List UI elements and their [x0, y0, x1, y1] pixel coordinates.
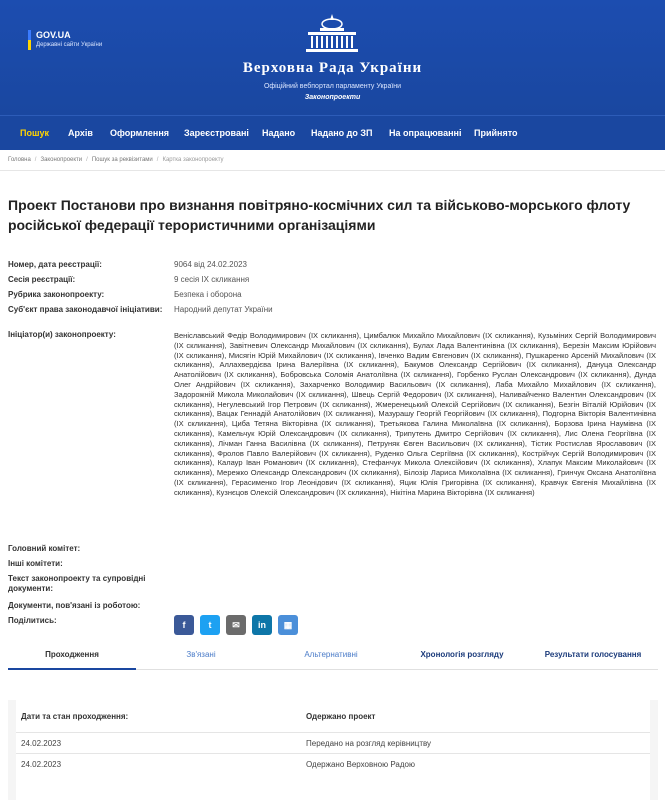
main-nav — [0, 115, 665, 150]
column-header-status: Одержано проект — [306, 712, 376, 721]
tab-progress[interactable]: Проходження — [8, 640, 136, 670]
field-label: Документи, пов'язані із роботою: — [8, 601, 141, 610]
site-title: Верховна Рада України — [242, 60, 423, 76]
mail-icon[interactable]: ✉ — [226, 615, 246, 635]
field-label: Текст законопроекту та супровідні документи: — [8, 574, 146, 593]
nav-archive[interactable]: Архів — [68, 128, 93, 138]
govua-brand: GOV.UA — [36, 30, 71, 40]
field-value: Безпека і оборона — [174, 290, 242, 299]
field-label: Ініціатор(и) законопроекту: — [8, 330, 116, 339]
initiators-list: Веніславський Федір Володимирович (IX скликання), Цимбалюк Михайло Михайлович (IX скликання), Кузьміних Сергій Володимирович (IX скликання), Завітневич Олександр Михайлович (IX скликання), Булах Лада Валентинівна (IX скликання), Березін Максим Юрійович (IX скликання), Мисягін Юрій Михайлович (IX скликання), Івченко Вадим Євгенович (IX скликання), Пушкаренко Арсеній Михайлович (IX скликання), Аллахвердієва Ірина Валеріївна (IX скликання), Бакумов Олександр Сергійович (IX скликання), Дануца Олександр Анатолійович (IX скликання), Бобровська Соломія Анатоліївна (IX скликання), Горбенко Руслан Олександрович (IX скликання), Дунда Олег Андрійович (IX скликання), Захарченко Володимир Васильович (IX скликання), Лаба Михайло Михайлович (IX скликання), Задорожній Микола Миколайович (IX скликання), Швець Сергій Федорович (IX скликання), Наливайченко Валентин Олександрович (IX скликання), Негулевський Ігор Петрович (IX скликання), Жмеренецький Олексій Сергійович (IX скликання), Безгін Віталій Юрійович (IX скликання), Вацак Геннадій Анатолійович (IX скликання), Мазурашу Георгій Георгійович (IX скликання), Подгорна Вікторія Валентинівна (IX скликання), Циба Тетяна Вікторівна (IX скликання), Третьякова Галина Миколаївна (IX скликання), Борзова Ірина Наумівна (IX скликання), Камельчук Юрій Олександрович (IX скликання), Трипутень Дмитро Сергійович (IX скликання), Лис Олена Георгіївна (IX скликання), Лічман Ганна Василівна (IX скликання), Петруняк Євген Васильович (IX скликання), Тістик Ростислав Ярославович (IX скликання), Фролов Павло Валерійович (IX скликання), Руденко Ольга Сергіївна (IX скликання), Кострійчук Сергій Володимирович (IX скликання), Калаур Іван Романович (IX скликання), Стефанчук Микола Олексійович (IX скликання), Хлапук Максим Миколайович (IX скликання), Мережко Олександр Олександрович (IX скликання), Білозір Лариса Миколаївна (IX скликання), Гринчук Оксана Анатоліївна (IX скликання), Герасименко Ігор Леонідович (IX скликання), Яцик Юлія Григорівна (IX скликання), Кравчук Євгенія Михайлівна (IX скликання), Кузнєцов Олексій Олександрович (IX скликання), Нікітіна Марина Вікторівна (IX скликання) — [174, 331, 656, 497]
nav-search[interactable]: Пошук — [20, 128, 49, 138]
site-subtitle: Офіційний вебпортал парламенту України — [263, 83, 402, 90]
linkedin-icon[interactable]: in — [252, 615, 272, 635]
divider — [0, 170, 665, 171]
site-header — [0, 0, 665, 115]
facebook-icon[interactable]: f — [174, 615, 194, 635]
page-title: Проект Постанови про визнання повітряно-космічних сил та військово-морського флоту російської федерації терористичними організаціями — [8, 197, 631, 233]
tab-chronology[interactable]: Хронологія розгляду — [420, 650, 504, 659]
site-section: Законопроекти — [304, 94, 361, 101]
field-label: Номер, дата реєстрації: — [8, 260, 102, 269]
tabs-bar — [8, 640, 658, 670]
nav-submitted-to-zp[interactable]: Надано до ЗП — [311, 128, 373, 138]
field-label: Поділитись: — [8, 616, 57, 625]
row-status: Одержано Верховною Радою — [306, 760, 415, 769]
row-date: 24.02.2023 — [21, 760, 62, 769]
field-label: Сесія реєстрації: — [8, 275, 76, 284]
field-label: Інші комітети: — [8, 559, 63, 568]
field-label: Суб'єкт права законодавчої ініціативи: — [8, 305, 163, 314]
row-status: Передано на розгляд керівництву — [306, 739, 432, 748]
progress-panel — [8, 700, 658, 800]
tab-alternative[interactable]: Альтернативні — [304, 650, 358, 659]
breadcrumb-bills[interactable]: Законопроекти — [40, 157, 83, 163]
breadcrumb: Головна / Законопроекти / Пошук за реквізитами / Картка законопроекту — [8, 157, 224, 163]
table-row — [16, 732, 650, 753]
nav-adopted[interactable]: Прийнято — [474, 128, 518, 138]
field-value: Народний депутат України — [174, 305, 273, 314]
breadcrumb-search[interactable]: Пошук за реквізитами — [91, 157, 153, 163]
breadcrumb-home[interactable]: Головна — [8, 157, 31, 163]
field-value: 9064 від 24.02.2023 — [174, 260, 247, 269]
tab-voting-results[interactable]: Результати голосування — [544, 650, 642, 659]
twitter-icon[interactable]: t — [200, 615, 220, 635]
nav-submitted[interactable]: Надано — [262, 128, 296, 138]
field-label: Головний комітет: — [8, 544, 81, 553]
nav-in-process[interactable]: На опрацюванні — [389, 128, 462, 138]
progress-table — [16, 700, 650, 800]
flag-icon — [28, 30, 31, 50]
breadcrumb-current: Картка законопроекту — [162, 157, 224, 163]
table-row — [16, 753, 650, 774]
qr-icon[interactable]: ▦ — [278, 615, 298, 635]
field-value: 9 сесія IX скликання — [174, 275, 250, 284]
field-label: Рубрика законопроекту: — [8, 290, 105, 299]
row-date: 24.02.2023 — [21, 739, 62, 748]
column-header-date: Дати та стан проходження: — [21, 712, 129, 721]
nav-registered[interactable]: Зареєстровані — [184, 128, 249, 138]
parliament-emblem-icon[interactable] — [302, 10, 362, 56]
nav-formatting[interactable]: Оформлення — [110, 128, 170, 138]
tab-related[interactable]: Зв'язані — [186, 650, 216, 659]
govua-subtitle: Державні сайти України — [36, 42, 103, 48]
